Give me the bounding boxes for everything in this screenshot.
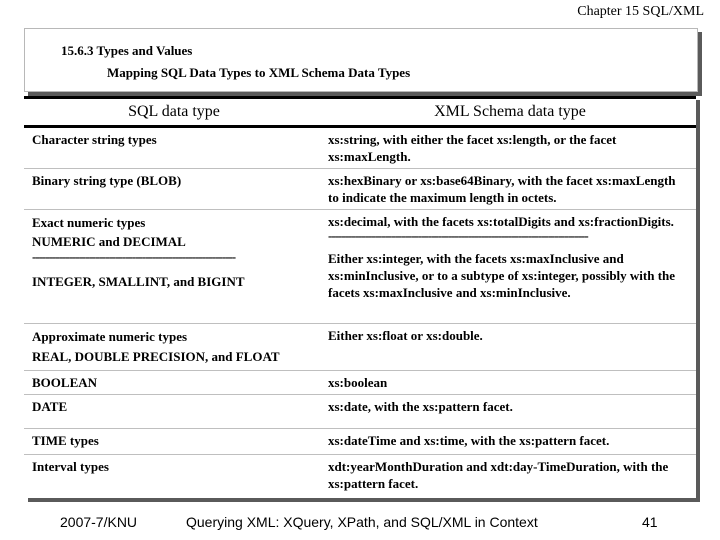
section-title: 15.6.3 Types and Values [61, 43, 193, 58]
header-sql-type: SQL data type [24, 98, 324, 127]
xml-cell [324, 169, 696, 210]
table-row [24, 324, 696, 371]
cell-line: xs:decimal, with the facets xs:totalDigits and xs:fractionDigits. [328, 214, 674, 229]
xml-cell [324, 395, 696, 429]
xml-cell [324, 210, 696, 324]
cell-line: TIME types [32, 433, 99, 448]
sql-cell [24, 455, 324, 496]
cell-line: REAL, DOUBLE PRECISION, and FLOAT [32, 349, 280, 364]
cell-line: Character string types [32, 132, 157, 147]
table-row [24, 210, 696, 324]
sql-cell [24, 324, 324, 371]
cell-line: DATE [32, 399, 68, 414]
table-row [24, 395, 696, 429]
cell-line: INTEGER, SMALLINT, and BIGINT [32, 274, 245, 289]
cell-line: Either xs:float or xs:double. [328, 328, 483, 343]
section-subtitle: Mapping SQL Data Types to XML Schema Data Types [107, 65, 411, 80]
cell-line: xdt:yearMonthDuration and xdt:day-TimeDuration, with the xs:pattern facet. [328, 459, 669, 491]
footer-title: Querying XML: XQuery, XPath, and SQL/XML in Context [186, 514, 538, 530]
header-xml-type: XML Schema data type [324, 98, 696, 127]
mapping-table [24, 96, 696, 496]
footer-date: 2007-7/KNU [60, 514, 138, 530]
cell-line: xs:hexBinary or xs:base64Binary, with the facet xs:maxLength to indicate the maximum length in octets. [328, 173, 676, 205]
cell-line: Interval types [32, 459, 109, 474]
dashed-separator: ------------------------------------------------------------------------------ [328, 230, 588, 242]
xml-cell [324, 127, 696, 169]
sql-cell [24, 210, 324, 324]
sql-cell [24, 371, 324, 395]
cell-line: Exact numeric types [32, 215, 146, 230]
table-header-row [24, 98, 696, 127]
cell-line: xs:date, with the xs:pattern facet. [328, 399, 513, 414]
slide-title-box [24, 28, 698, 92]
chapter-header: Chapter 15 SQL/XML [577, 4, 704, 19]
page-number: 41 [642, 514, 658, 530]
xml-cell [324, 455, 696, 496]
sql-cell [24, 395, 324, 429]
cell-line: Binary string type (BLOB) [32, 173, 182, 188]
sql-cell [24, 127, 324, 169]
cell-line: xs:dateTime and xs:time, with the xs:pattern facet. [328, 433, 610, 448]
cell-line: BOOLEAN [32, 375, 98, 390]
cell-line: Approximate numeric types [32, 329, 188, 344]
cell-line: Either xs:integer, with the facets xs:maxInclusive and xs:minInclusive, or to a subtype of xs:integer, possibly with the facets xs:maxInclusive and xs:minInclusive. [328, 251, 676, 300]
sql-cell [24, 429, 324, 455]
table-row [24, 429, 696, 455]
table-row [24, 455, 696, 496]
mapping-table-container [24, 96, 696, 498]
cell-line: xs:string, with either the facet xs:length, or the facet xs:maxLength. [328, 132, 617, 164]
cell-line: NUMERIC and DECIMAL [32, 234, 186, 249]
dashed-separator: ------------------------------------------------------------- [32, 251, 236, 263]
xml-cell [324, 429, 696, 455]
xml-cell [324, 324, 696, 371]
xml-cell [324, 371, 696, 395]
table-row [24, 127, 696, 169]
cell-line: xs:boolean [328, 375, 388, 390]
table-row [24, 371, 696, 395]
table-row [24, 169, 696, 210]
sql-cell [24, 169, 324, 210]
